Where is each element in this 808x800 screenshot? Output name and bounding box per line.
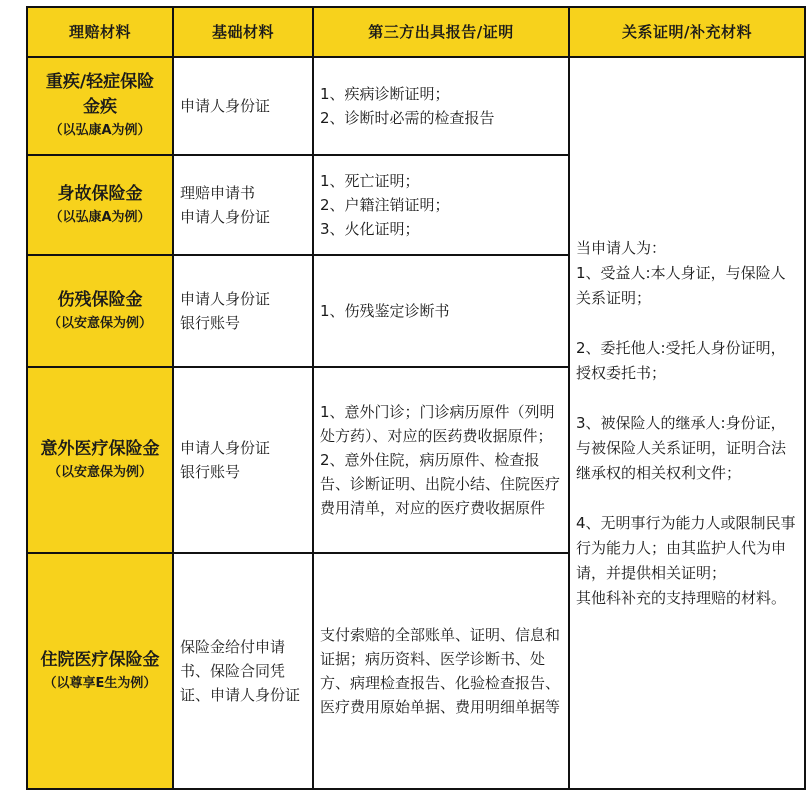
category-name: 意外医疗保险金 <box>40 438 160 459</box>
third-party-item: 2、意外住院，病历原件、检查报告、诊断证明、出院小结、住院医疗费用清单，对应的医疗费收据原件 <box>320 451 561 517</box>
third-party-item: 3、火化证明； <box>320 220 420 238</box>
basic-materials-cell <box>173 57 313 155</box>
basic-item: 银行账号 <box>180 463 241 481</box>
third-party-item: 支付索赔的全部账单、证明、信息和证据；病历资料、医学诊断书、处方、病理检查报告、化验检查报告、医疗费用原始单据、费用明细单据等 <box>320 626 561 716</box>
third-party-cell <box>313 367 569 553</box>
third-party-item: 2、诊断时必需的检查报告 <box>320 109 495 127</box>
relationship-line <box>576 311 798 336</box>
category-example: （以尊享E生为例） <box>43 675 157 691</box>
basic-item: 申请人身份证 <box>180 97 271 115</box>
relationship-line: 当申请人为： <box>576 238 667 257</box>
third-party-item: 1、伤残鉴定诊断书 <box>320 302 450 320</box>
header-row <box>27 7 805 57</box>
header-basic-materials: 基础材料 <box>173 7 313 57</box>
relationship-line <box>576 486 798 511</box>
claims-materials-table <box>26 6 806 790</box>
category-cell <box>27 553 173 789</box>
category-example: （以弘康A为例） <box>49 209 151 225</box>
relationship-line: 2、委托他人:受托人身份证明，授权委托书； <box>576 338 786 382</box>
header-third-party-reports: 第三方出具报告/证明 <box>313 7 569 57</box>
relationship-line: 其他科补充的支持理赔的材料。 <box>576 588 787 607</box>
basic-item: 申请人身份证 <box>180 208 271 226</box>
basic-item: 保险金给付申请书、保险合同凭证、申请人身份证 <box>180 638 301 704</box>
category-cell <box>27 367 173 553</box>
category-cell <box>27 155 173 255</box>
category-example: （以弘康A为例） <box>49 123 151 138</box>
category-name: 伤残保险金 <box>57 289 143 310</box>
third-party-item: 2、户籍注销证明； <box>320 196 450 214</box>
category-cell <box>27 255 173 367</box>
header-claim-materials: 理赔材料 <box>27 7 173 57</box>
basic-item: 申请人身份证 <box>180 290 271 308</box>
third-party-item: 1、死亡证明； <box>320 172 420 190</box>
category-example: （以安意保为例） <box>47 315 152 331</box>
basic-materials-cell <box>173 155 313 255</box>
category-name: 重疾/轻症保险金疾 <box>45 72 155 117</box>
category-name: 住院医疗保险金 <box>40 649 160 670</box>
relationship-line <box>576 386 798 411</box>
relationship-line: 4、无明事行为能力人或限制民事行为能力人；由其监护人代为申请，并提供相关证明； <box>576 513 796 582</box>
third-party-item: 1、意外门诊；门诊病历原件（列明处方药）、对应的医药费收据原件； <box>320 403 555 445</box>
third-party-cell <box>313 553 569 789</box>
third-party-cell <box>313 255 569 367</box>
third-party-cell <box>313 57 569 155</box>
basic-materials-cell <box>173 553 313 789</box>
relationship-line: 3、被保险人的继承人:身份证，与被保险人关系证明，证明合法继承权的相关权利文件； <box>576 413 787 482</box>
table-row <box>27 57 805 155</box>
third-party-item: 1、疾病诊断证明； <box>320 85 450 103</box>
basic-item: 银行账号 <box>180 314 241 332</box>
third-party-cell <box>313 155 569 255</box>
relationship-cell <box>569 57 805 789</box>
header-relationship-proof: 关系证明/补充材料 <box>569 7 805 57</box>
basic-materials-cell <box>173 367 313 553</box>
category-example: （以安意保为例） <box>47 464 152 480</box>
relationship-line: 1、受益人:本人身证，与保险人关系证明； <box>576 263 786 307</box>
basic-item: 申请人身份证 <box>180 439 271 457</box>
basic-item: 理赔申请书 <box>180 184 256 202</box>
basic-materials-cell <box>173 255 313 367</box>
category-cell <box>27 57 173 155</box>
category-name: 身故保险金 <box>57 183 143 204</box>
